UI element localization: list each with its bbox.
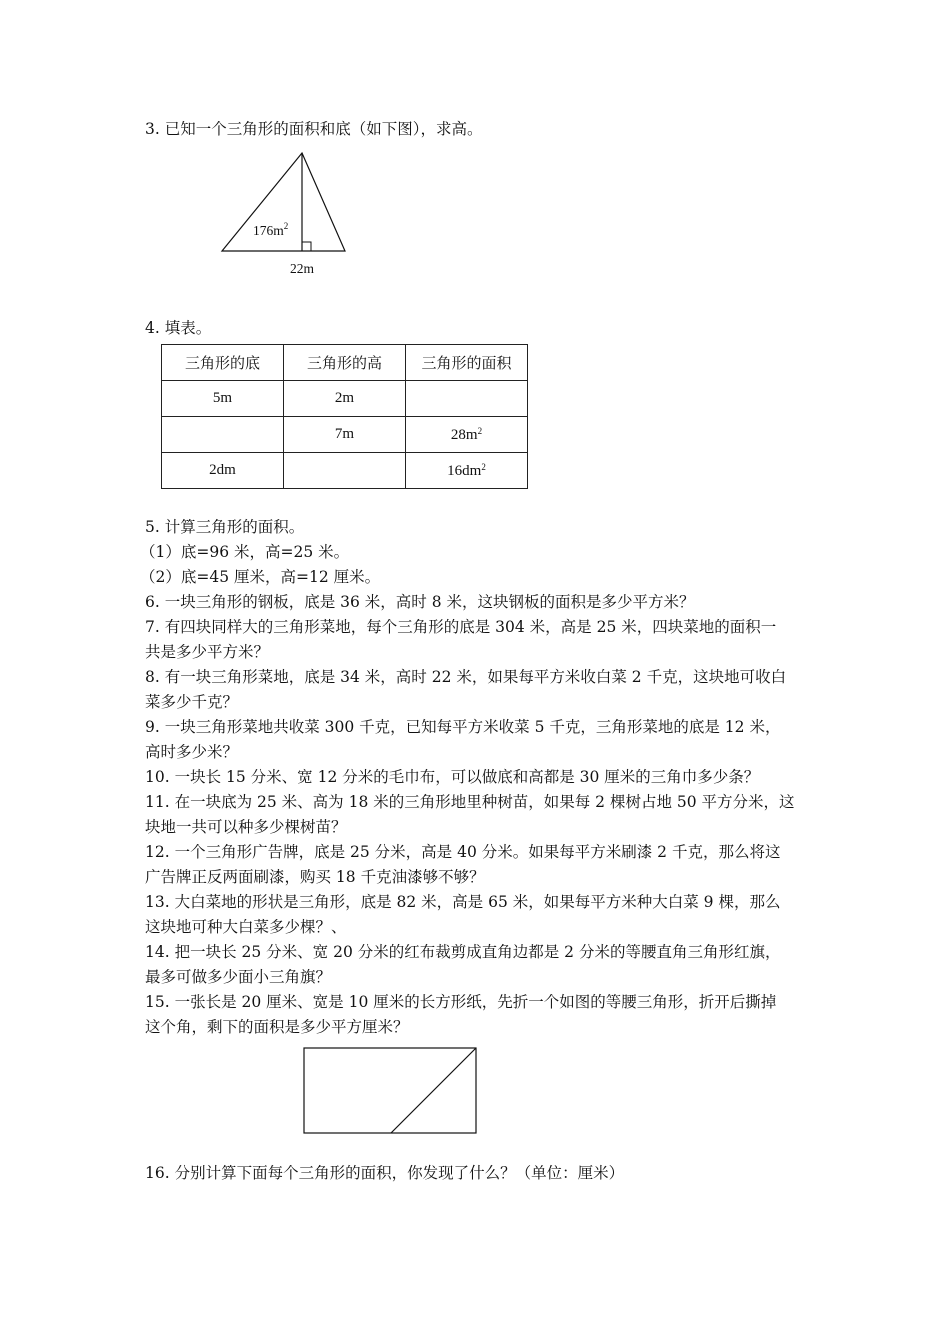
question-10: 10. 一块长 15 分米、宽 12 分米的毛巾布，可以做底和高都是 30 厘米的三角巾多少条？ [145,768,760,786]
question-3: 3. 已知一个三角形的面积和底（如下图），求高。 [145,120,483,138]
area-cell: $16dm^2$ [406,453,528,489]
question-6: 6. 一块三角形的钢板，底是 36 米，高时 8 米，这块钢板的面积是多少平方米？ [145,593,695,611]
question-9-line-2: 高时多少米？ [145,743,239,761]
table-row [162,417,528,453]
fill-table [161,344,528,489]
height-cell [284,453,406,489]
question-4: 4. 填表。 [145,319,212,337]
rectangle-fold-figure [303,1047,478,1135]
triangle-drawing [215,150,355,260]
table-header-row [162,345,528,381]
question-5: 5. 计算三角形的面积。 [145,518,305,536]
question-7-line-2: 共是多少平方米？ [145,643,270,661]
question-14-line-1: 14. 把一块长 25 分米、宽 20 分米的红布裁剪成直角边都是 2 分米的等腰直角三角形红旗， [145,943,781,961]
question-5-sub-1: （1）底=96 米，高=25 米。 [140,543,350,561]
question-11-line-2: 块地一共可以种多少棵树苗？ [145,818,347,836]
base-cell: 5m [162,381,284,417]
triangle-figure [215,150,355,280]
table-row [162,453,528,489]
question-7-line-1: 7. 有四块同样大的三角形菜地，每个三角形的底是 304 米，高是 25 米，四块菜地的面积一 [145,618,777,636]
question-8-line-1: 8. 有一块三角形菜地，底是 34 米，高时 22 米，如果每平方米收白菜 2 千克，这块地可收白 [145,668,787,686]
area-cell [406,381,528,417]
question-13-line-1: 13. 大白菜地的形状是三角形，底是 82 米，高是 65 米，如果每平方米种大白菜 9 棵，那么 [145,893,781,911]
area-cell: $28m^2$ [406,417,528,453]
header-cell: 三角形的高 [284,345,406,381]
area-label: $176m^2$ [253,221,289,238]
base-label: 22m [290,261,315,276]
question-14-line-2: 最多可做多少面小三角旗？ [145,968,332,986]
question-13-line-2: 这块地可种大白菜多少棵？、 [145,918,347,936]
question-9-line-1: 9. 一块三角形菜地共收菜 300 千克，已知每平方米收菜 5 千克，三角形菜地的底是 12 米， [145,718,781,736]
base-cell: 2dm [162,453,284,489]
question-16: 16. 分别计算下面每个三角形的面积，你发现了什么？（单位：厘米） [145,1164,625,1182]
header-cell: 三角形的面积 [406,345,528,381]
question-5-sub-2: （2）底=45 厘米，高=12 厘米。 [140,568,381,586]
base-cell [162,417,284,453]
question-11-line-1: 11. 在一块底为 25 米、高为 18 米的三角形地里种树苗，如果每 2 棵树占地 50 平方分米，这 [145,793,795,811]
question-12-line-2: 广告牌正反两面刷漆，购买 18 千克油漆够不够？ [145,868,485,886]
question-15-line-2: 这个角，剩下的面积是多少平方厘米？ [145,1018,409,1036]
question-8-line-2: 菜多少千克？ [145,693,239,711]
question-15-line-1: 15. 一张长是 20 厘米、宽是 10 厘米的长方形纸，先折一个如图的等腰三角形，折开后撕掉 [145,993,777,1011]
question-12-line-1: 12. 一个三角形广告牌，底是 25 分米，高是 40 分米。如果每平方米刷漆 2 千克，那么将这 [145,843,781,861]
header-cell: 三角形的底 [162,345,284,381]
table-row [162,381,528,417]
height-cell: 7m [284,417,406,453]
height-cell: 2m [284,381,406,417]
